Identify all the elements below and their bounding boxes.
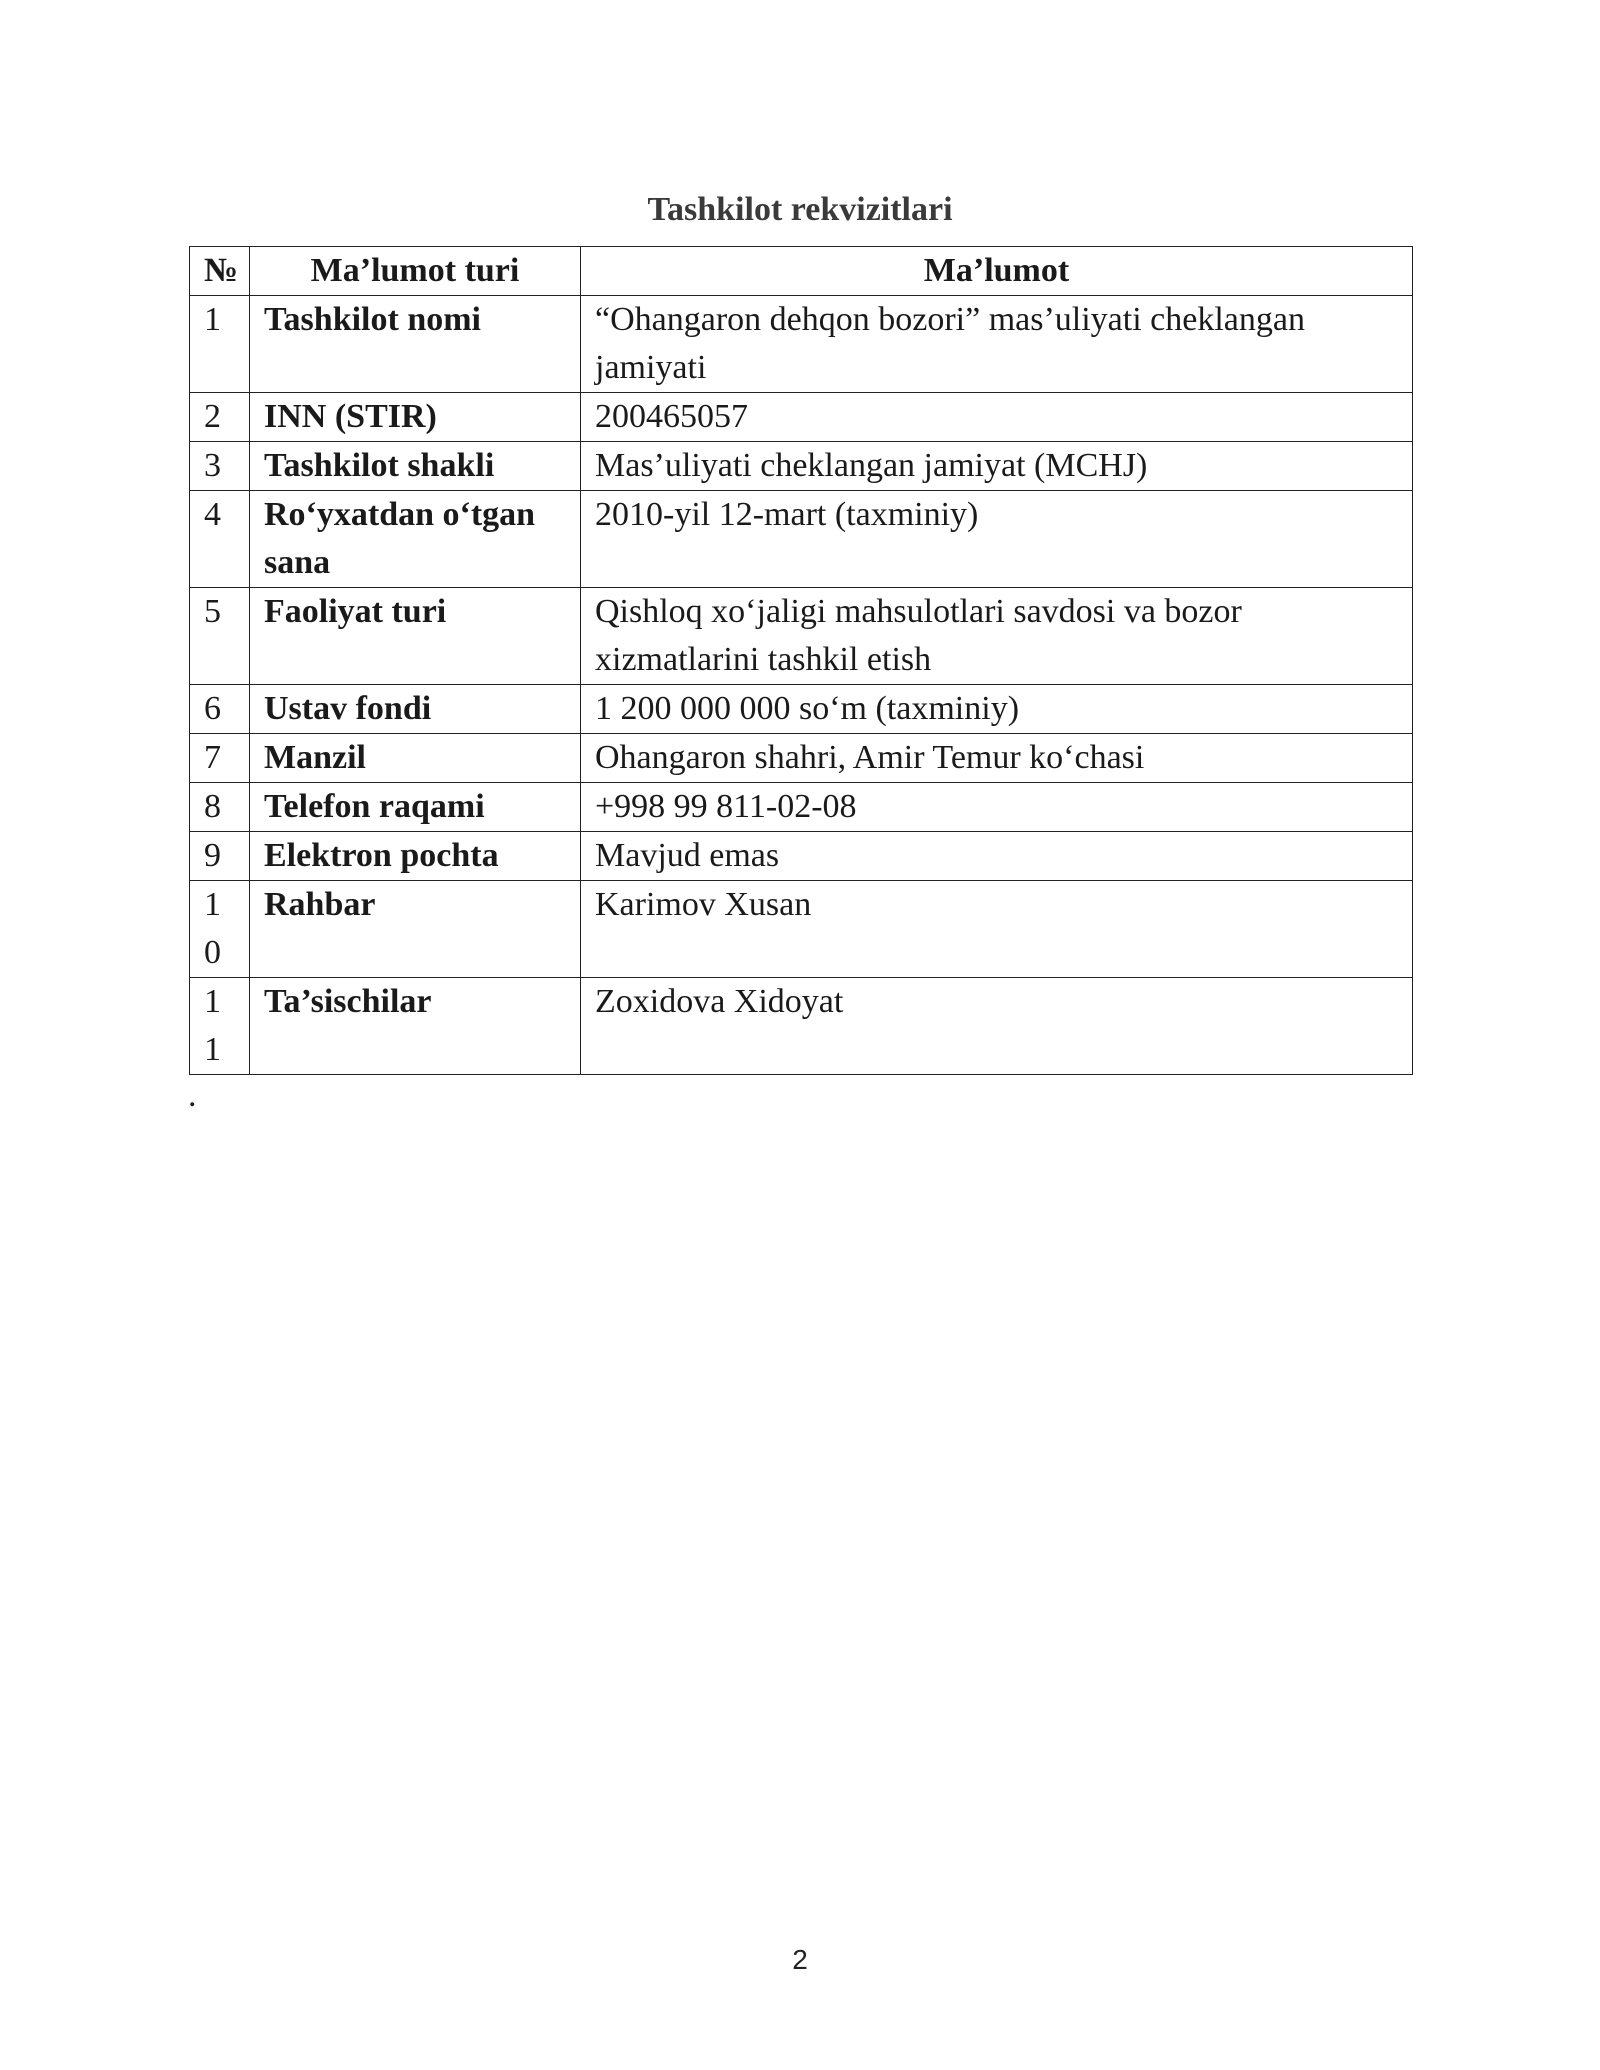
- table-row: [190, 393, 1413, 442]
- requisites-table: [189, 246, 1413, 1075]
- page-number: 2: [792, 1944, 808, 1975]
- row-number: 1: [190, 296, 250, 393]
- row-number: 2: [190, 393, 250, 442]
- row-number: 6: [190, 685, 250, 734]
- header-info-value: Ma’lumot: [581, 247, 1413, 296]
- row-value: “Ohangaron dehqon bozori” mas’uliyati cheklangan jamiyati: [581, 296, 1413, 393]
- table-header-row: [190, 247, 1413, 296]
- trailing-period: .: [188, 1077, 197, 1114]
- row-number: 9: [190, 832, 250, 881]
- row-value: Zoxidova Xidoyat: [581, 978, 1413, 1075]
- row-type: Ta’sischilar: [250, 978, 581, 1075]
- row-number: 5: [190, 588, 250, 685]
- row-type: Tashkilot shakli: [250, 442, 581, 491]
- row-value: Qishloq xo‘jaligi mahsulotlari savdosi va bozor xizmatlarini tashkil etish: [581, 588, 1413, 685]
- table-row: [190, 978, 1413, 1075]
- row-number: 10: [190, 881, 250, 978]
- table-row: [190, 296, 1413, 393]
- row-type: INN (STIR): [250, 393, 581, 442]
- row-value: Mas’uliyati cheklangan jamiyat (MCHJ): [581, 442, 1413, 491]
- row-type: Tashkilot nomi: [250, 296, 581, 393]
- table-row: [190, 734, 1413, 783]
- row-number: 3: [190, 442, 250, 491]
- row-value: 1 200 000 000 so‘m (taxminiy): [581, 685, 1413, 734]
- table-row: [190, 491, 1413, 588]
- row-value: +998 99 811-02-08: [581, 783, 1413, 832]
- row-number: 11: [190, 978, 250, 1075]
- row-value: Mavjud emas: [581, 832, 1413, 881]
- row-value: 200465057: [581, 393, 1413, 442]
- table-row: [190, 881, 1413, 978]
- table-row: [190, 783, 1413, 832]
- row-value: Karimov Xusan: [581, 881, 1413, 978]
- row-value: 2010-yil 12-mart (taxminiy): [581, 491, 1413, 588]
- row-value: Ohangaron shahri, Amir Temur ko‘chasi: [581, 734, 1413, 783]
- row-number: 7: [190, 734, 250, 783]
- row-type: Telefon raqami: [250, 783, 581, 832]
- header-info-type: Ma’lumot turi: [250, 247, 581, 296]
- table-row: [190, 442, 1413, 491]
- row-type: Manzil: [250, 734, 581, 783]
- row-type: Elektron pochta: [250, 832, 581, 881]
- document-title: Tashkilot rekvizitlari: [647, 191, 953, 228]
- table-row: [190, 588, 1413, 685]
- row-type: Ustav fondi: [250, 685, 581, 734]
- row-type: Ro‘yxatdan o‘tgan sana: [250, 491, 581, 588]
- header-number: №: [190, 247, 250, 296]
- row-number: 4: [190, 491, 250, 588]
- table-row: [190, 685, 1413, 734]
- row-type: Faoliyat turi: [250, 588, 581, 685]
- row-number: 8: [190, 783, 250, 832]
- row-type: Rahbar: [250, 881, 581, 978]
- table-row: [190, 832, 1413, 881]
